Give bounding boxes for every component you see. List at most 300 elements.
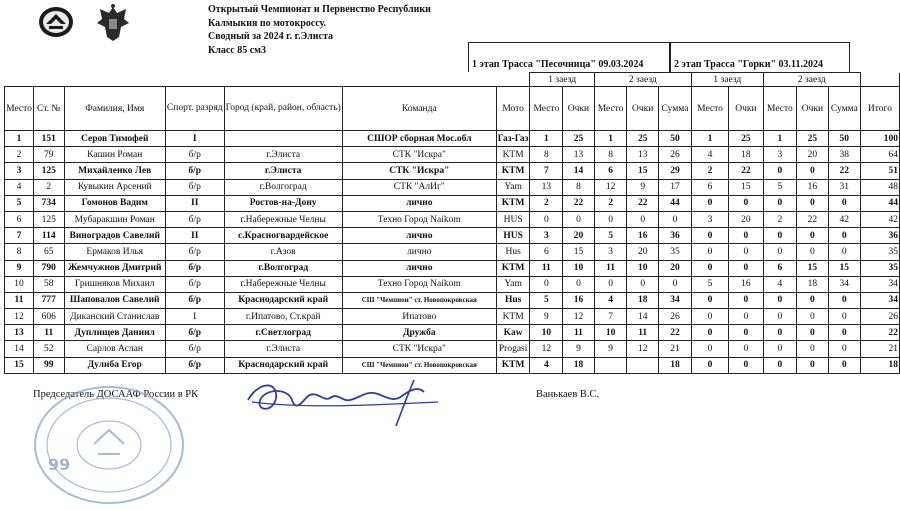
cell-s1h1-points: 0 — [563, 211, 595, 227]
cell-s1h1-points: 16 — [563, 292, 595, 308]
cell-place: 12 — [5, 309, 34, 325]
cell-s2-sum: 0 — [828, 244, 860, 260]
cell-s2-sum: 22 — [828, 163, 860, 179]
cell-s2h1-points: 0 — [729, 244, 764, 260]
cell-s1h1-place: 9 — [530, 309, 563, 325]
cell-s1h2-place: 6 — [594, 163, 627, 179]
cell-total: 42 — [860, 211, 899, 227]
cell-s1-sum: 34 — [658, 292, 691, 308]
cell-s2h2-place: 3 — [763, 147, 796, 163]
cell-s2h2-points: 0 — [797, 244, 829, 260]
cell-s2h1-place: 0 — [691, 341, 728, 357]
cell-s2h1-points: 0 — [729, 325, 764, 341]
cell-s1h1-place: 12 — [530, 341, 563, 357]
cell-s2h2-place: 0 — [763, 163, 796, 179]
cell-name: Серов Тимофей — [64, 131, 165, 147]
cell-s1h2-place: 11 — [594, 260, 627, 276]
table-row — [5, 325, 900, 341]
col-moto: Мото — [496, 87, 530, 131]
cell-total: 34 — [860, 276, 899, 292]
cell-s2h1-place: 0 — [691, 228, 728, 244]
cell-team: Дружба — [342, 325, 496, 341]
cell-place: 8 — [5, 244, 34, 260]
chairman-label: Председатель ДОСААФ России в РК — [33, 389, 199, 400]
cell-city: г.Элиста — [224, 341, 342, 357]
cell-s1h2-place: 9 — [594, 341, 627, 357]
russian-eagle-icon — [96, 3, 130, 43]
cell-s2-sum: 0 — [828, 325, 860, 341]
cell-s2h2-place: 0 — [763, 357, 796, 373]
cell-place: 4 — [5, 179, 34, 195]
cell-name: Мубаракшин Роман — [64, 211, 165, 227]
stamp-number: 99 — [48, 455, 71, 474]
cell-city: г.Волгоград — [224, 179, 342, 195]
cell-s1-sum: 0 — [658, 276, 691, 292]
cell-s2h1-place: 3 — [691, 211, 728, 227]
cell-s1h1-place: 3 — [530, 228, 563, 244]
cell-name: Жемчужнов Дмитрий — [64, 260, 165, 276]
cell-s1h2-points: 0 — [627, 211, 659, 227]
cell-place: 9 — [5, 260, 34, 276]
cell-total: 34 — [860, 292, 899, 308]
cell-total: 64 — [860, 147, 899, 163]
cell-total: 100 — [860, 131, 899, 147]
cell-total: 22 — [860, 325, 899, 341]
col-s1h2-points: Очки — [627, 87, 659, 131]
cell-name: Кашин Роман — [64, 147, 165, 163]
cell-s2h1-place: 0 — [691, 260, 728, 276]
cell-s2h1-points: 22 — [729, 163, 764, 179]
cell-s1h2-points — [627, 357, 659, 373]
cell-total: 35 — [860, 260, 899, 276]
cell-s2h1-points: 20 — [729, 211, 764, 227]
cell-team: СШ "Чемпион" ст. Новопокровская — [342, 292, 496, 308]
stage2-header: 2 этап Трасса "Горки" 03.11.2024 — [670, 42, 850, 72]
cell-team: лично — [342, 195, 496, 211]
cell-name: Дуплищев Даниил — [64, 325, 165, 341]
table-row — [5, 260, 900, 276]
cell-s2h1-points: 16 — [729, 276, 764, 292]
cell-place: 2 — [5, 147, 34, 163]
cell-s1h2-place: 7 — [594, 309, 627, 325]
cell-number: 58 — [33, 276, 64, 292]
cell-s2h2-place: 2 — [763, 211, 796, 227]
cell-s1h1-points: 20 — [563, 228, 595, 244]
cell-moto: KTM — [496, 357, 530, 373]
col-place: Место — [5, 87, 34, 131]
col-city: Город (край, район, область) — [224, 87, 342, 131]
cell-team: лично — [342, 228, 496, 244]
cell-s1h2-points: 12 — [627, 341, 659, 357]
cell-number: 65 — [33, 244, 64, 260]
cell-team: лично — [342, 260, 496, 276]
cell-total: 48 — [860, 179, 899, 195]
cell-s2h1-place: 0 — [691, 195, 728, 211]
cell-moto: KTM — [496, 260, 530, 276]
cell-team: СТК "Искра" — [342, 341, 496, 357]
table-row — [5, 244, 900, 260]
cell-team: СШОР сборная Мос.обл — [342, 131, 496, 147]
col-s2h2-place: Место — [763, 87, 796, 131]
stage1-heat1-header: 1 заезд — [530, 73, 594, 87]
cell-rank: б/р — [165, 357, 224, 373]
cell-city: Ростов-на-Дону — [224, 195, 342, 211]
cell-total: 35 — [860, 244, 899, 260]
cell-s1-sum: 22 — [658, 325, 691, 341]
cell-s1h2-points: 16 — [627, 228, 659, 244]
cell-s1-sum: 29 — [658, 163, 691, 179]
cell-s1h2-points: 25 — [627, 131, 659, 147]
cell-rank: б/р — [165, 179, 224, 195]
cell-name: Ермаков Илья — [64, 244, 165, 260]
cell-s1-sum: 21 — [658, 341, 691, 357]
cell-s1h2-place: 5 — [594, 228, 627, 244]
col-s1-sum: Сумма — [658, 87, 691, 131]
cell-moto: KTM — [496, 147, 530, 163]
cell-s2-sum: 42 — [828, 211, 860, 227]
cell-s2h2-points: 0 — [797, 357, 829, 373]
cell-place: 5 — [5, 195, 34, 211]
cell-moto: KTM — [496, 163, 530, 179]
cell-s2-sum: 0 — [828, 195, 860, 211]
col-s1h2-place: Место — [594, 87, 627, 131]
cell-place: 13 — [5, 325, 34, 341]
cell-number: 151 — [33, 131, 64, 147]
cell-city: г.Элиста — [224, 147, 342, 163]
cell-place: 1 — [5, 131, 34, 147]
cell-s1h1-place: 1 — [530, 131, 563, 147]
cell-number: 114 — [33, 228, 64, 244]
cell-place: 14 — [5, 341, 34, 357]
cell-rank: б/р — [165, 147, 224, 163]
cell-s2h2-points: 0 — [797, 309, 829, 325]
cell-s1h1-points: 25 — [563, 131, 595, 147]
cell-name: Сарлов Аслан — [64, 341, 165, 357]
cell-s1-sum: 36 — [658, 228, 691, 244]
cell-rank: б/р — [165, 276, 224, 292]
table-row — [5, 179, 900, 195]
cell-team: лично — [342, 244, 496, 260]
cell-s2h2-place: 0 — [763, 228, 796, 244]
cell-s1-sum: 26 — [658, 147, 691, 163]
stage1-heat2-header: 2 заезд — [594, 73, 691, 87]
cell-s1h1-place: 0 — [530, 276, 563, 292]
col-s2-sum: Сумма — [828, 87, 860, 131]
cell-rank: б/р — [165, 325, 224, 341]
cell-name: Шаповалов Савелий — [64, 292, 165, 308]
table-row — [5, 292, 900, 308]
cell-s2h2-points: 0 — [797, 195, 829, 211]
cell-moto: HUS — [496, 228, 530, 244]
signature-icon — [238, 372, 458, 432]
cell-s2h1-place: 0 — [691, 292, 728, 308]
cell-moto: Progasi — [496, 341, 530, 357]
cell-s1h1-place: 0 — [530, 211, 563, 227]
col-s1h1-points: Очки — [563, 87, 595, 131]
cell-s1-sum: 50 — [658, 131, 691, 147]
cell-city: г.Волгоград — [224, 260, 342, 276]
cell-s2-sum: 34 — [828, 276, 860, 292]
cell-team: СТК "Искра" — [342, 163, 496, 179]
cell-s1-sum: 44 — [658, 195, 691, 211]
cell-team: Техно Город Naikom — [342, 211, 496, 227]
cell-s2h2-place: 0 — [763, 195, 796, 211]
cell-s2-sum: 0 — [828, 341, 860, 357]
cell-s2h1-points: 25 — [729, 131, 764, 147]
cell-moto: Kaw — [496, 325, 530, 341]
cell-s2h1-place: 5 — [691, 276, 728, 292]
cell-s1h1-place: 13 — [530, 179, 563, 195]
cell-s2-sum: 15 — [828, 260, 860, 276]
cell-number: 734 — [33, 195, 64, 211]
cell-rank: I — [165, 309, 224, 325]
cell-moto: Yam — [496, 276, 530, 292]
cell-s2h2-points: 22 — [797, 211, 829, 227]
table-row — [5, 195, 900, 211]
cell-s2h2-place: 0 — [763, 325, 796, 341]
cell-total: 21 — [860, 341, 899, 357]
cell-s2h1-points: 0 — [729, 195, 764, 211]
cell-s2h2-place: 0 — [763, 341, 796, 357]
cell-s2h1-points: 0 — [729, 228, 764, 244]
table-row — [5, 211, 900, 227]
cell-s2h2-points: 16 — [797, 179, 829, 195]
cell-s2-sum: 38 — [828, 147, 860, 163]
cell-s1h2-place: 4 — [594, 292, 627, 308]
cell-rank: б/р — [165, 341, 224, 357]
cell-s1h2-place: 12 — [594, 179, 627, 195]
cell-team: Техно Город Naikom — [342, 276, 496, 292]
cell-s2h2-place: 0 — [763, 292, 796, 308]
cell-team: СТК "Искра" — [342, 147, 496, 163]
cell-number: 125 — [33, 163, 64, 179]
cell-s1h2-place: 1 — [594, 131, 627, 147]
cell-s2h2-points: 0 — [797, 341, 829, 357]
cell-place: 7 — [5, 228, 34, 244]
col-s2h1-place: Место — [691, 87, 728, 131]
cell-rank: II — [165, 195, 224, 211]
table-row — [5, 276, 900, 292]
cell-rank: б/р — [165, 163, 224, 179]
cell-city: Краснодарский край — [224, 357, 342, 373]
col-s1h1-place: Место — [530, 87, 563, 131]
cell-s2h1-points: 0 — [729, 357, 764, 373]
cell-s1h1-place: 4 — [530, 357, 563, 373]
cell-s1h2-points: 20 — [627, 244, 659, 260]
cell-place: 15 — [5, 357, 34, 373]
cell-s2h1-place: 0 — [691, 325, 728, 341]
col-number: Ст. № — [33, 87, 64, 131]
cell-city: г.Набережные Челны — [224, 211, 342, 227]
cell-s2h2-points: 0 — [797, 292, 829, 308]
cell-s1h2-place: 3 — [594, 244, 627, 260]
cell-number: 2 — [33, 179, 64, 195]
cell-name: Гришняков Михаил — [64, 276, 165, 292]
cell-name: Виноградов Савелий — [64, 228, 165, 244]
cell-s2h1-place: 1 — [691, 131, 728, 147]
cell-s2-sum: 31 — [828, 179, 860, 195]
cell-number: 79 — [33, 147, 64, 163]
cell-s2h2-points: 15 — [797, 260, 829, 276]
cell-name: Михайленко Лев — [64, 163, 165, 179]
cell-s2h2-place: 0 — [763, 309, 796, 325]
cell-place: 3 — [5, 163, 34, 179]
cell-total: 36 — [860, 228, 899, 244]
cell-moto: KTM — [496, 309, 530, 325]
cell-s1h2-points: 18 — [627, 292, 659, 308]
cell-s2h2-place: 4 — [763, 276, 796, 292]
cell-s1h1-points: 0 — [563, 276, 595, 292]
cell-city: г.Набережные Челны — [224, 276, 342, 292]
cell-s1h1-points: 13 — [563, 147, 595, 163]
cell-s2h2-place: 0 — [763, 244, 796, 260]
cell-s2h2-place: 6 — [763, 260, 796, 276]
results-table — [4, 72, 900, 374]
cell-s1h1-points: 8 — [563, 179, 595, 195]
cell-rank: I — [165, 131, 224, 147]
cell-number: 777 — [33, 292, 64, 308]
cell-s2h1-place: 4 — [691, 147, 728, 163]
cell-s1h1-place: 2 — [530, 195, 563, 211]
cell-rank: б/р — [165, 211, 224, 227]
cell-s1h2-place: 2 — [594, 195, 627, 211]
cell-moto: KTM — [496, 195, 530, 211]
cell-s1h1-points: 10 — [563, 260, 595, 276]
cell-s1h2-points: 22 — [627, 195, 659, 211]
cell-s1h1-points: 11 — [563, 325, 595, 341]
cell-s1h2-points: 10 — [627, 260, 659, 276]
cell-s1h2-place: 8 — [594, 147, 627, 163]
cell-s2h1-place: 6 — [691, 179, 728, 195]
cell-moto: Hus — [496, 244, 530, 260]
cell-s1h2-place: 10 — [594, 325, 627, 341]
header-title: Открытый Чемпионат и Первенство Республики — [208, 4, 431, 15]
cell-s1h2-points: 13 — [627, 147, 659, 163]
cell-name: Гомонов Вадим — [64, 195, 165, 211]
cell-s1h1-points: 18 — [563, 357, 595, 373]
cell-s2h1-points: 0 — [729, 292, 764, 308]
cell-s2h2-place: 5 — [763, 179, 796, 195]
table-row — [5, 341, 900, 357]
table-row — [5, 163, 900, 179]
cell-s2-sum: 0 — [828, 292, 860, 308]
blank-total-header — [860, 73, 899, 87]
blank-header-cell — [5, 73, 530, 87]
cell-s1h1-place: 8 — [530, 147, 563, 163]
cell-s1-sum: 20 — [658, 260, 691, 276]
cell-moto: Hus — [496, 292, 530, 308]
cell-s1-sum: 0 — [658, 211, 691, 227]
cell-s1h1-place: 10 — [530, 325, 563, 341]
cell-s2h2-points: 20 — [797, 147, 829, 163]
cell-s1h1-points: 14 — [563, 163, 595, 179]
cell-s2-sum: 0 — [828, 357, 860, 373]
col-rank: Спорт. разряд — [165, 87, 224, 131]
cell-name: Дулиба Егор — [64, 357, 165, 373]
cell-s2-sum: 50 — [828, 131, 860, 147]
cell-place: 6 — [5, 211, 34, 227]
cell-s2h1-place: 0 — [691, 357, 728, 373]
col-s2h1-points: Очки — [729, 87, 764, 131]
cell-s2h1-place: 0 — [691, 244, 728, 260]
cell-s1-sum: 17 — [658, 179, 691, 195]
table-row — [5, 357, 900, 373]
cell-s2h1-points: 18 — [729, 147, 764, 163]
cell-city: г.Светлоград — [224, 325, 342, 341]
cell-city: с.Красногвардейское — [224, 228, 342, 244]
cell-number: 52 — [33, 341, 64, 357]
cell-s1h1-place: 7 — [530, 163, 563, 179]
cell-place: 11 — [5, 292, 34, 308]
cell-team: Ипатово — [342, 309, 496, 325]
cell-s1h2-points: 15 — [627, 163, 659, 179]
stage1-header: 1 этап Трасса "Песочница" 09.03.2024 — [468, 42, 670, 72]
cell-moto: Yam — [496, 179, 530, 195]
cell-place: 10 — [5, 276, 34, 292]
cell-s1h2-points: 9 — [627, 179, 659, 195]
cell-city: Краснодарский край — [224, 292, 342, 308]
cell-name: Кувыкин Арсений — [64, 179, 165, 195]
cell-s1-sum: 35 — [658, 244, 691, 260]
header-region: Калмыкия по мотокроссу. — [208, 17, 327, 29]
cell-rank: б/р — [165, 244, 224, 260]
cell-s1h2-points: 0 — [627, 276, 659, 292]
cell-s2h1-points: 15 — [729, 179, 764, 195]
cell-s2h1-place: 0 — [691, 309, 728, 325]
cell-s2h2-place: 1 — [763, 131, 796, 147]
col-team: Команда — [342, 87, 496, 131]
cell-s1h1-points: 15 — [563, 244, 595, 260]
cell-s2h1-points: 0 — [729, 260, 764, 276]
cell-s1h1-points: 12 — [563, 309, 595, 325]
cell-s1h1-place: 5 — [530, 292, 563, 308]
col-name: Фамилия, Имя — [64, 87, 165, 131]
cell-s2h2-points: 0 — [797, 163, 829, 179]
cell-s2-sum: 0 — [828, 228, 860, 244]
cell-s1-sum: 26 — [658, 309, 691, 325]
cell-city: г.Элиста — [224, 163, 342, 179]
cell-s2h2-points: 0 — [797, 228, 829, 244]
cell-name: Диканский Станислав — [64, 309, 165, 325]
cell-number: 790 — [33, 260, 64, 276]
cell-s1h2-points: 11 — [627, 325, 659, 341]
cell-total: 44 — [860, 195, 899, 211]
stage2-heat2-header: 2 заезд — [763, 73, 860, 87]
cell-rank: II — [165, 228, 224, 244]
cell-rank: б/р — [165, 292, 224, 308]
header-class: Класс 85 см3 — [208, 44, 266, 56]
cell-moto: HUS — [496, 211, 530, 227]
cell-s2-sum: 0 — [828, 309, 860, 325]
table-row — [5, 147, 900, 163]
cell-s1h1-place: 6 — [530, 244, 563, 260]
cell-moto: Газ-Газ — [496, 131, 530, 147]
official-stamp-icon — [32, 384, 186, 506]
table-row — [5, 131, 900, 147]
dosaaf-emblem-icon — [38, 6, 74, 38]
cell-s1h2-place: 0 — [594, 276, 627, 292]
header-summary: Сводный за 2024 г. г.Элиста — [208, 31, 333, 42]
col-total: Итого — [860, 87, 899, 131]
cell-city: г.Азов — [224, 244, 342, 260]
cell-total: 51 — [860, 163, 899, 179]
cell-s2h1-points: 0 — [729, 309, 764, 325]
cell-s1h2-place — [594, 357, 627, 373]
cell-number: 606 — [33, 309, 64, 325]
cell-s2h1-points: 0 — [729, 341, 764, 357]
cell-team: СТК "АлИг" — [342, 179, 496, 195]
cell-s1-sum: 18 — [658, 357, 691, 373]
